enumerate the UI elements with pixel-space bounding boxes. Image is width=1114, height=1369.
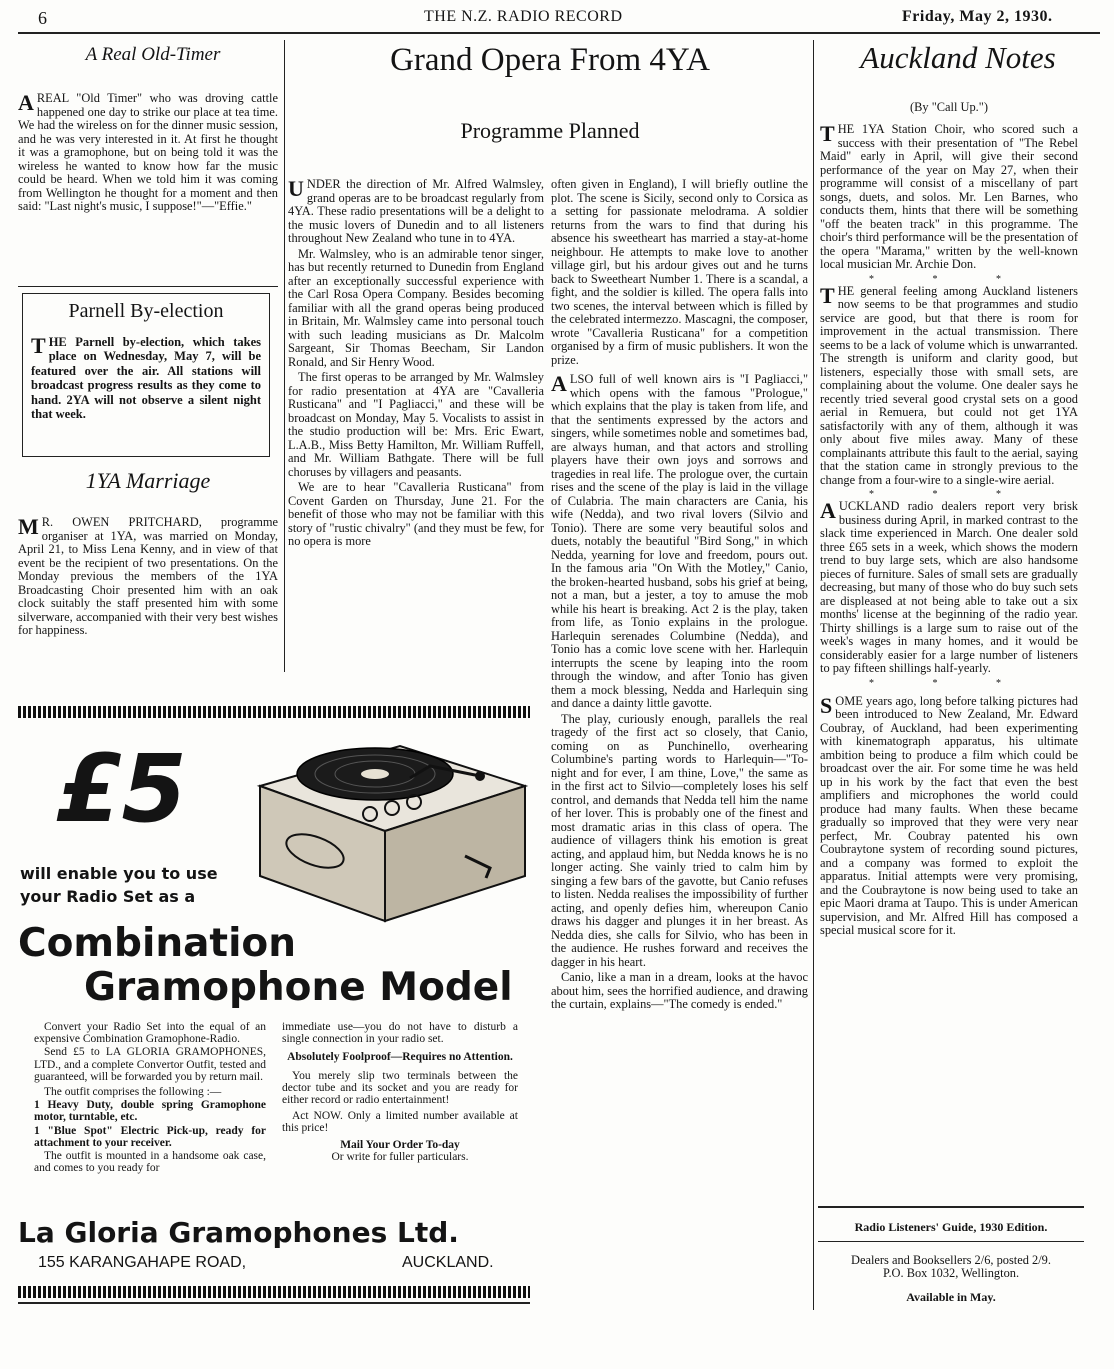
separator-stars-2: * * * <box>869 489 1029 500</box>
ad-city: AUCKLAND. <box>402 1254 494 1271</box>
ad-right-4: Act NOW. Only a limited number available at this price! <box>282 1110 518 1135</box>
ad-right-1: immediate use—you do not have to disturb a single connection in your radio set. <box>282 1021 518 1046</box>
ad-company: La Gloria Gramophones Ltd. <box>18 1216 459 1249</box>
auckland-p2: THE general feeling among Auckland listeners now seems to be that programmes and studio service are good, but that there is room for improvement in the actual transmission. There seems to be a lack of volume which is unwarranted. The strength is uniform and clarity good, but listeners, especially those with small sets, are complaining about the volume. One dealer says he recently tried several good crystal sets on a good aerial in Remuera, but could not get 1YA satisfactorily with any of them, although it was only about five miles away. Many of these complainants attribute this fault to the aerial, saying that the station came in strongly previous to the change from a four-wire to a single-wire aerial. <box>820 282 1078 487</box>
ad-top-border <box>18 706 530 718</box>
ad-item-1: 1 Heavy Duty, double spring Gramophone motor, turntable, etc. <box>34 1099 266 1124</box>
guide-line-3: Available in May. <box>906 1290 996 1304</box>
ad-left-4: The outfit is mounted in a handsome oak case, and comes to you ready for <box>34 1150 266 1175</box>
auckland-notes <box>820 100 1078 940</box>
opera-subtitle: Programme Planned <box>460 118 640 143</box>
ad-left-col <box>34 1021 266 1174</box>
opera-para-1: UNDER the direction of Mr. Alfred Walmsley, grand operas are to be broadcast regularly from 4YA. These radio presentations will be a delight to the music lovers of Dunedin and to all listeners throughout New Zealand who tune in to 4YA. <box>288 176 544 245</box>
guide-line-1: Dealers and Booksellers 2/6, posted 2/9. <box>851 1253 1051 1267</box>
guide-line-2: P.O. Box 1032, Wellington. <box>882 1266 1020 1280</box>
masthead: THE N.Z. RADIO RECORD <box>424 8 623 25</box>
ad-left-2: Send £5 to LA GLORIA GRAMOPHONES, LTD., and a complete Convertor Outfit, tested and guaranteed, will be forwarded you by return mail. <box>34 1046 266 1083</box>
opera-title: Grand Opera From 4YA <box>390 42 710 78</box>
ad-headline-2: Gramophone Model <box>84 965 513 1010</box>
ad-bottom-border <box>18 1286 530 1298</box>
opera-col-2 <box>551 178 808 1014</box>
old-timer-text: AREAL "Old Timer" who was droving cattle happened one day to strike our place at tea time. We had the wireless on for the dinner music session, and he was very interested in it. At first he thought it was a gramophone, but on being told it was the wireless he wanted to know how far the music could be heard. When we told him it was coming from Wellington he thought for a moment and then said: "Last night's music, I suppose!"—"Effie." <box>18 90 278 213</box>
guide-title: Radio Listeners' Guide, 1930 Edition. <box>854 1220 1048 1234</box>
ad-right-col <box>282 1021 518 1163</box>
ad-headline-1: Combination <box>18 921 296 966</box>
old-timer-title: A Real Old-Timer <box>85 44 221 65</box>
opera-para-6: ALSO full of well known airs is "I Pagliacci," which opens with the famous "Prologue," which explains that the play is taken from life, and that the sentiments expressed by the actors and singers, while sometimes noble and sometimes bad, are always human, and that actors and strolling players have their own joys and sorrows and tragedies in real life. The prologue over, the curtain rises and the scene of the play is laid in the village of Culabria. The main characters are Cania, his wife (Nedda), and two rival lovers (Silvio and Tonio). There are some very beautiful solos and duets, notably the beautiful "Bird Song," in which Nedda, yearning for love and freedom, pours out. In the famous aria "On With the Motley," Canio, the broken-hearted husband, sobs his grief at being, not a man, but a jester, a toy to amuse the mob while his heart is breaking. Act 2 is the play, taken from life, as Tonio explains in the prologue. Harlequin serenades Columbine (Nedda), and Tonio has a comic love scene with her. Harlequin interrupts the scene by leaping into the room through the window, and after Tonio has given them a mock blessing, Nedda and Harlequin sing and dance a dainty little gavotte. <box>551 371 808 710</box>
marriage-title: 1YA Marriage <box>85 468 211 493</box>
parnell-box <box>22 293 270 457</box>
ad-left-1: Convert your Radio Set into the equal of an expensive Combination Gramophone-Radio. <box>34 1021 266 1046</box>
opera-col-1 <box>288 178 544 551</box>
opera-para-3: The first operas to be arranged by Mr. Walmsley for radio presentation at 4YA are "Cavalleria Rusticana" and "I Pagliacci," and these will be broadcast on Monday, May 5. Vocalists to assist in the studio production will be: Mrs. Eric Ewart, L.A.B., Miss Betty Hamilton, Mr. William Ruffell, and Mr. William Bathgate. There will be full choruses by villagers and peasants. <box>288 370 544 479</box>
header-rule <box>18 32 1100 34</box>
ad-lead: will enable you to use your Radio Set as a <box>20 864 218 906</box>
parnell-title: Parnell By-election <box>68 300 224 322</box>
ad-address: 155 KARANGAHAPE ROAD, <box>38 1254 247 1271</box>
old-timer-article <box>18 42 278 216</box>
opera-para-4: We are to hear "Cavalleria Rusticana" from Covent Garden on Thursday, June 21. For the benefit of those who may not be familiar with this story of "rustic chivalry" (and they must be few, for no opera is more <box>288 480 544 548</box>
ad-right-2: Absolutely Foolproof—Requires no Attention. <box>287 1051 513 1064</box>
opera-para-5: often given in England), I will briefly outline the plot. The scene is Sicily, second only to Corsica as a setting for passionate melodrama. A soldier returns from the wars to find that during his absence his sweetheart has married a stay-at-home neighbour. He attempts to make love to another village girl, but his ardour gives out and he turns back to Sweetheart Number 1. There is a scandal, a fight, and the soldier is killed. The opera falls into two scenes, the interval between which is filled by the celebrated intermezzo. Mascagni, the composer, wrote "Cavalleria Rusticana" for a competition organised by a firm of music publishers. It won the prize. <box>551 177 808 367</box>
separator-stars-1: * * * <box>869 273 1029 285</box>
auckland-p1: THE 1YA Station Choir, who scored such a success with their presentation of "The Rebel Maid" early in April, will give their second performance of the year on May 27, when their programme will consist of a miscellany of part songs, duets, and solos. Mr. Len Barnes, who conducts them, hints that there will be something "off the beaten track" in this programme. The choir's third performance will be the presentation of the opera "Marama," written by the well-known local musician Mr. Archie Don. <box>820 121 1078 271</box>
parnell-text: THE Parnell by-election, which takes place on Wednesday, May 7, will be featured over the air. All stations will broadcast progress results as they come to hand. 2YA will not observe a silent night that week. <box>31 333 261 422</box>
opera-para-7: The play, curiously enough, parallels the real tragedy of the first act so closely, that Canio, coming on as Punchinello, overhearing Columbine's parting words to Harlequin—"To-night and for ever, I am thine, Love," the same as in the first act to Silvio—completely loses his self control, and demands that Nedda tell him the name of her lover. This is probably one of the finest and most dramatic arias in this class of opera. The audience of villagers think his emotion is great acting, and applaud him, but Nedda knows he is no longer acting. She vainly tried to calm him by singing a few bars of the gavotte, but Canio refuses to listen. Nedda realises the impossibility of further acting, and openly defies him, whereupon Canio draws his dagger and plunges it in her breast. As Nedda dies, she calls for Silvio, who has been in the audience. He rushes forward and receives the dagger in his heart. <box>551 711 808 969</box>
auckland-title: Auckland Notes <box>860 40 1056 75</box>
ad-item-2: 1 "Blue Spot" Electric Pick-up, ready for attachment to your receiver. <box>34 1124 266 1149</box>
opera-para-8: Canio, like a man in a dream, looks at the havoc about him, sees the horrified audience, and drawing the curtain, explains—"The comedy is ended." <box>551 970 808 1011</box>
ad-right-5: Mail Your Order To-day <box>340 1138 460 1151</box>
auckland-p3: AUCKLAND radio dealers report very brisk business during April, in marked contrast to the slack time experienced in March. One dealer sold three £65 sets in a week, which shows the modern trend to buy large sets, which are also handsome pieces of furniture. Sales of small sets are gradually decreasing, but many of those who do buy such sets are displeased at not being able to take out a six months' license at the beginning of the radio year. Thirty shillings is a large sum to raise out of the week's wages in many homes, and it would be considerably easier for a large number of listeners to pay fifteen shillings half-yearly. <box>820 498 1078 675</box>
ad-price: £5 <box>56 735 187 844</box>
auckland-p4: SOME years ago, long before talking pictures had been introduced to New Zealand, Mr. Edward Coubray, of Auckland, had been experimenting with kinematograph apparatus, his ultimate ambition being to produce a film which could be broadcast over the air. For some time he was held up in his work by the fact that even the best amplifiers and microphones the world could produce had many faults. When these became gradually so improved that they were very near perfect, Mr. Coubray patented his own Coubraytone system of recording sound pictures, and a company was formed to exploit the apparatus. Initial attempts were very promising, and the Coubraytone is now being used to take an epic Maori drama at Taupo. This is under American supervision, and Mr. Alfred Hill has composed a special musical score for it. <box>820 692 1078 937</box>
marriage-article <box>18 466 278 640</box>
opera-para-2: Mr. Walmsley, who is an admirable tenor singer, has but recently returned to Dunedin from England after an exceptionally successful experience with the Carl Rosa Opera Company. Besides becoming familiar with all the grand operas being produced in Britain, Mr. Walmsley came into personal touch with such leading musicians as Dr. Malcolm Sargeant, Sir Thomas Beecham, Sir Landon Ronald, and Sir Henry Wood. <box>288 246 544 369</box>
issue-date: Friday, May 2, 1930. <box>902 8 1053 25</box>
page-number: 6 <box>38 8 48 28</box>
marriage-text: MR. OWEN PRITCHARD, programme organiser at 1YA, was married on Monday, April 21, to Miss Lena Kenny, and in view of that event be the recipient of two presentations. On the Monday previous the members of the 1YA Broadcasting Choir presented him with an oak clock suitably the staff presented him with some silverware, accompanied with their very best wishes for happiness. <box>18 514 278 637</box>
gramophone-illustration <box>250 726 535 926</box>
ad-right-6: Or write for fuller particulars. <box>331 1150 469 1163</box>
ad-right-3: You merely slip two terminals between the dector tube and its socket and you are ready for either record or radio entertainment! <box>282 1069 518 1107</box>
separator-stars-3: * * * <box>869 677 1029 689</box>
auckland-byline: (By "Call Up.") <box>910 100 988 114</box>
ad-left-3: The outfit comprises the following :— <box>44 1086 222 1099</box>
